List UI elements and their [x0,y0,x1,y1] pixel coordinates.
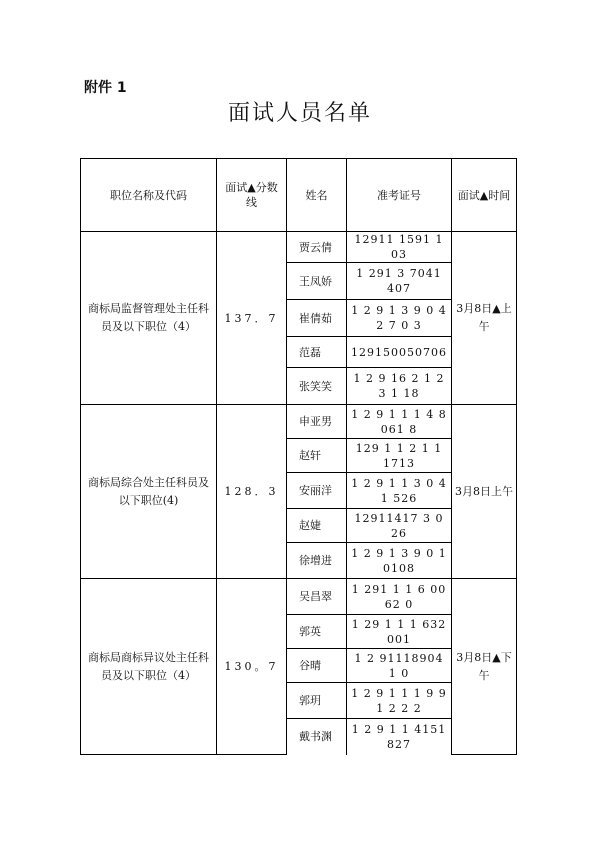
candidate-name: 谷晴 [287,649,347,683]
candidate-id: 1 2 9 1 1 4151827 [347,719,452,755]
candidate-name: 张笑笑 [287,368,347,405]
position-cell: 商标局监督管理处主任科员及以下职位（4） [81,232,217,405]
candidate-id: 1 2 9 1 3 9 0 4 2 7 0 3 [347,300,452,337]
candidate-id: 12911 1591 1 03 [347,232,452,263]
candidate-name: 安丽洋 [287,473,347,509]
candidate-name: 戴书渊 [287,719,347,755]
candidate-id: 1 291 3 7041 407 [347,263,452,300]
header-time: 面试▲时间 [452,159,517,232]
position-cell: 商标局综合处主任科员及以下职位(4) [81,405,217,579]
candidate-id: 1 2 9 1 1 1 4 8061 8 [347,405,452,439]
candidate-name: 郭玥 [287,683,347,719]
table-row [81,579,517,615]
header-row [81,159,517,232]
candidate-name: 赵婕 [287,509,347,543]
header-exam-id: 准考证号 [347,159,452,232]
table-row [81,232,517,263]
time-cell: 3月8日▲上午 [452,232,517,405]
table-row [81,405,517,439]
time-cell: 3月8日▲下午 [452,579,517,755]
position-cell: 商标局商标异议处主任科员及以下职位（4） [81,579,217,755]
candidate-id: 12911417 3 026 [347,509,452,543]
candidate-name: 贾云倩 [287,232,347,263]
candidate-id: 1 2 9 16 2 1 2 3 1 18 [347,368,452,405]
roster-table [80,158,517,755]
header-score: 面试▲分数线 [217,159,287,232]
candidate-name: 郭英 [287,615,347,649]
candidate-id: 1 2 9 1 3 9 0 10108 [347,543,452,579]
candidate-id: 1 2 911189041 0 [347,649,452,683]
candidate-name: 赵轩 [287,439,347,473]
candidate-name: 申亚男 [287,405,347,439]
candidate-id: 1 291 1 1 6 0062 0 [347,579,452,615]
candidate-name: 范磊 [287,337,347,368]
score-cell: 137．7 [217,232,287,405]
candidate-name: 徐增进 [287,543,347,579]
candidate-id: 1 2 9 1 1 3 0 41 526 [347,473,452,509]
candidate-id: 129 1 1 2 1 1 1713 [347,439,452,473]
attachment-label: 附件 1 [84,80,127,96]
candidate-name: 崔倩茹 [287,300,347,337]
candidate-name: 王凤娇 [287,263,347,300]
candidate-name: 吴昌翠 [287,579,347,615]
score-cell: 130。7 [217,579,287,755]
time-cell: 3月8日上午 [452,405,517,579]
candidate-id: 1 29 1 1 1 632001 [347,615,452,649]
header-name: 姓名 [287,159,347,232]
page-title: 面试人员名单 [227,101,372,126]
candidate-id: 129150050706 [347,337,452,368]
candidate-id: 1 2 9 1 1 1 9 9 1 2 2 2 [347,683,452,719]
header-position: 职位名称及代码 [81,159,217,232]
score-cell: 128．3 [217,405,287,579]
